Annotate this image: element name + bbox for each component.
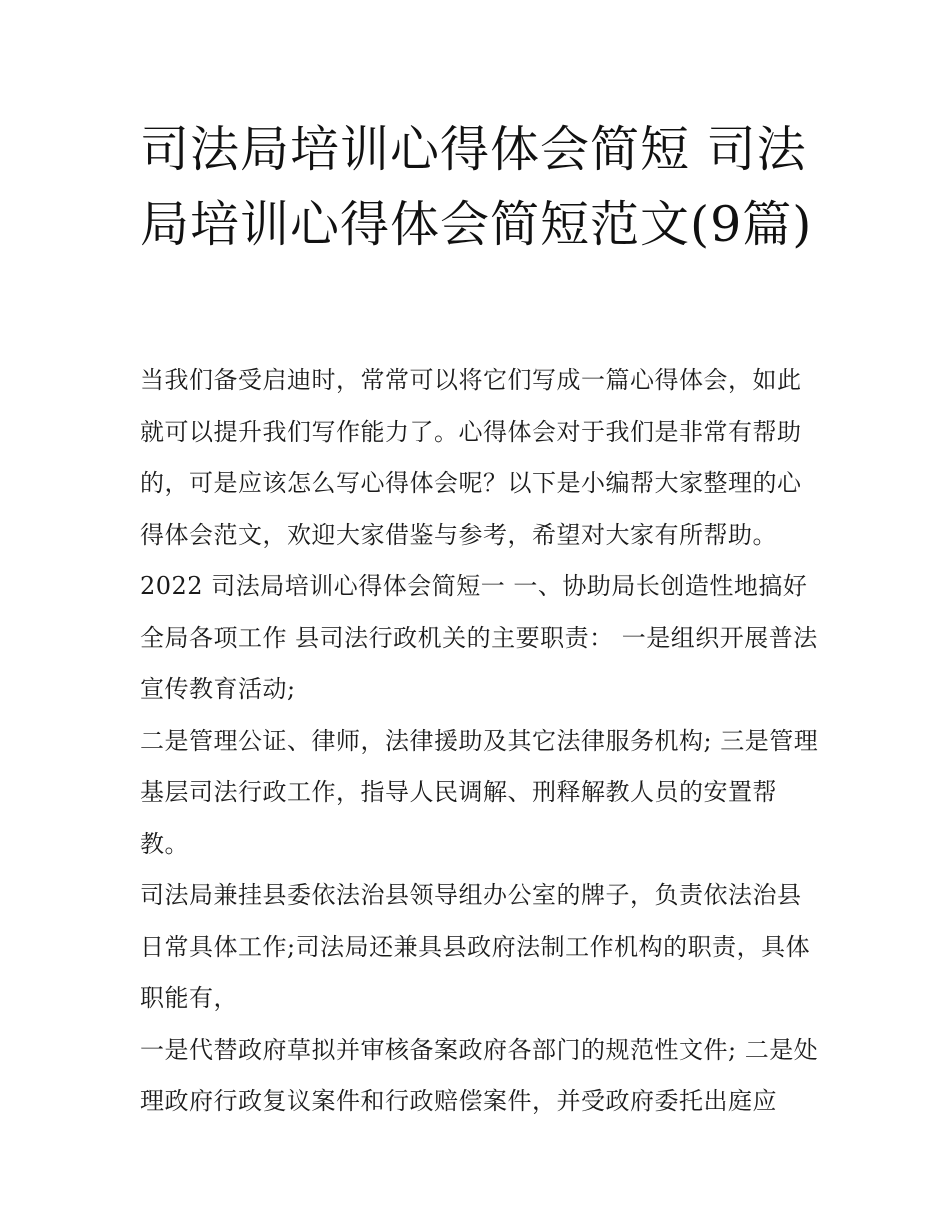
paragraph-duties-two-three: 二是管理公证、律师，法律援助及其它法律服务机构; 三是管理基层司法行政工作，指导人民调解、刑释解教人员的安置帮教。 — [140, 726, 819, 858]
document-body — [140, 355, 820, 1128]
paragraph-office-role: 司法局兼挂县委依法治县领导组办公室的牌子，负责依法治县日常具体工作;司法局还兼具县政府法制工作机构的职责，具体职能有， — [140, 881, 811, 1012]
paragraph-functions: 一是代替政府草拟并审核备案政府各部门的规范性文件; 二是处理政府行政复议案件和行政赔偿案件，并受政府委托出庭应 — [140, 1035, 819, 1115]
paragraph-intro: 当我们备受启迪时，常常可以将它们写成一篇心得体会，如此就可以提升我们写作能力了。心得体会对于我们是非常有帮助的，可是应该怎么写心得体会呢？以下是小编帮大家整理的心得体会范文，欢迎大家借鉴与参考，希望对大家有所帮助。 — [140, 366, 802, 549]
document-title: 司法局培训心得体会简短 司法局培训心得体会简短范文(9篇) — [140, 121, 813, 253]
paragraph-section-one: 2022 司法局培训心得体会简短一 一、协助局长创造性地搞好全局各项工作 县司法行政机关的主要职责： 一是组织开展普法宣传教育活动; — [140, 572, 818, 703]
